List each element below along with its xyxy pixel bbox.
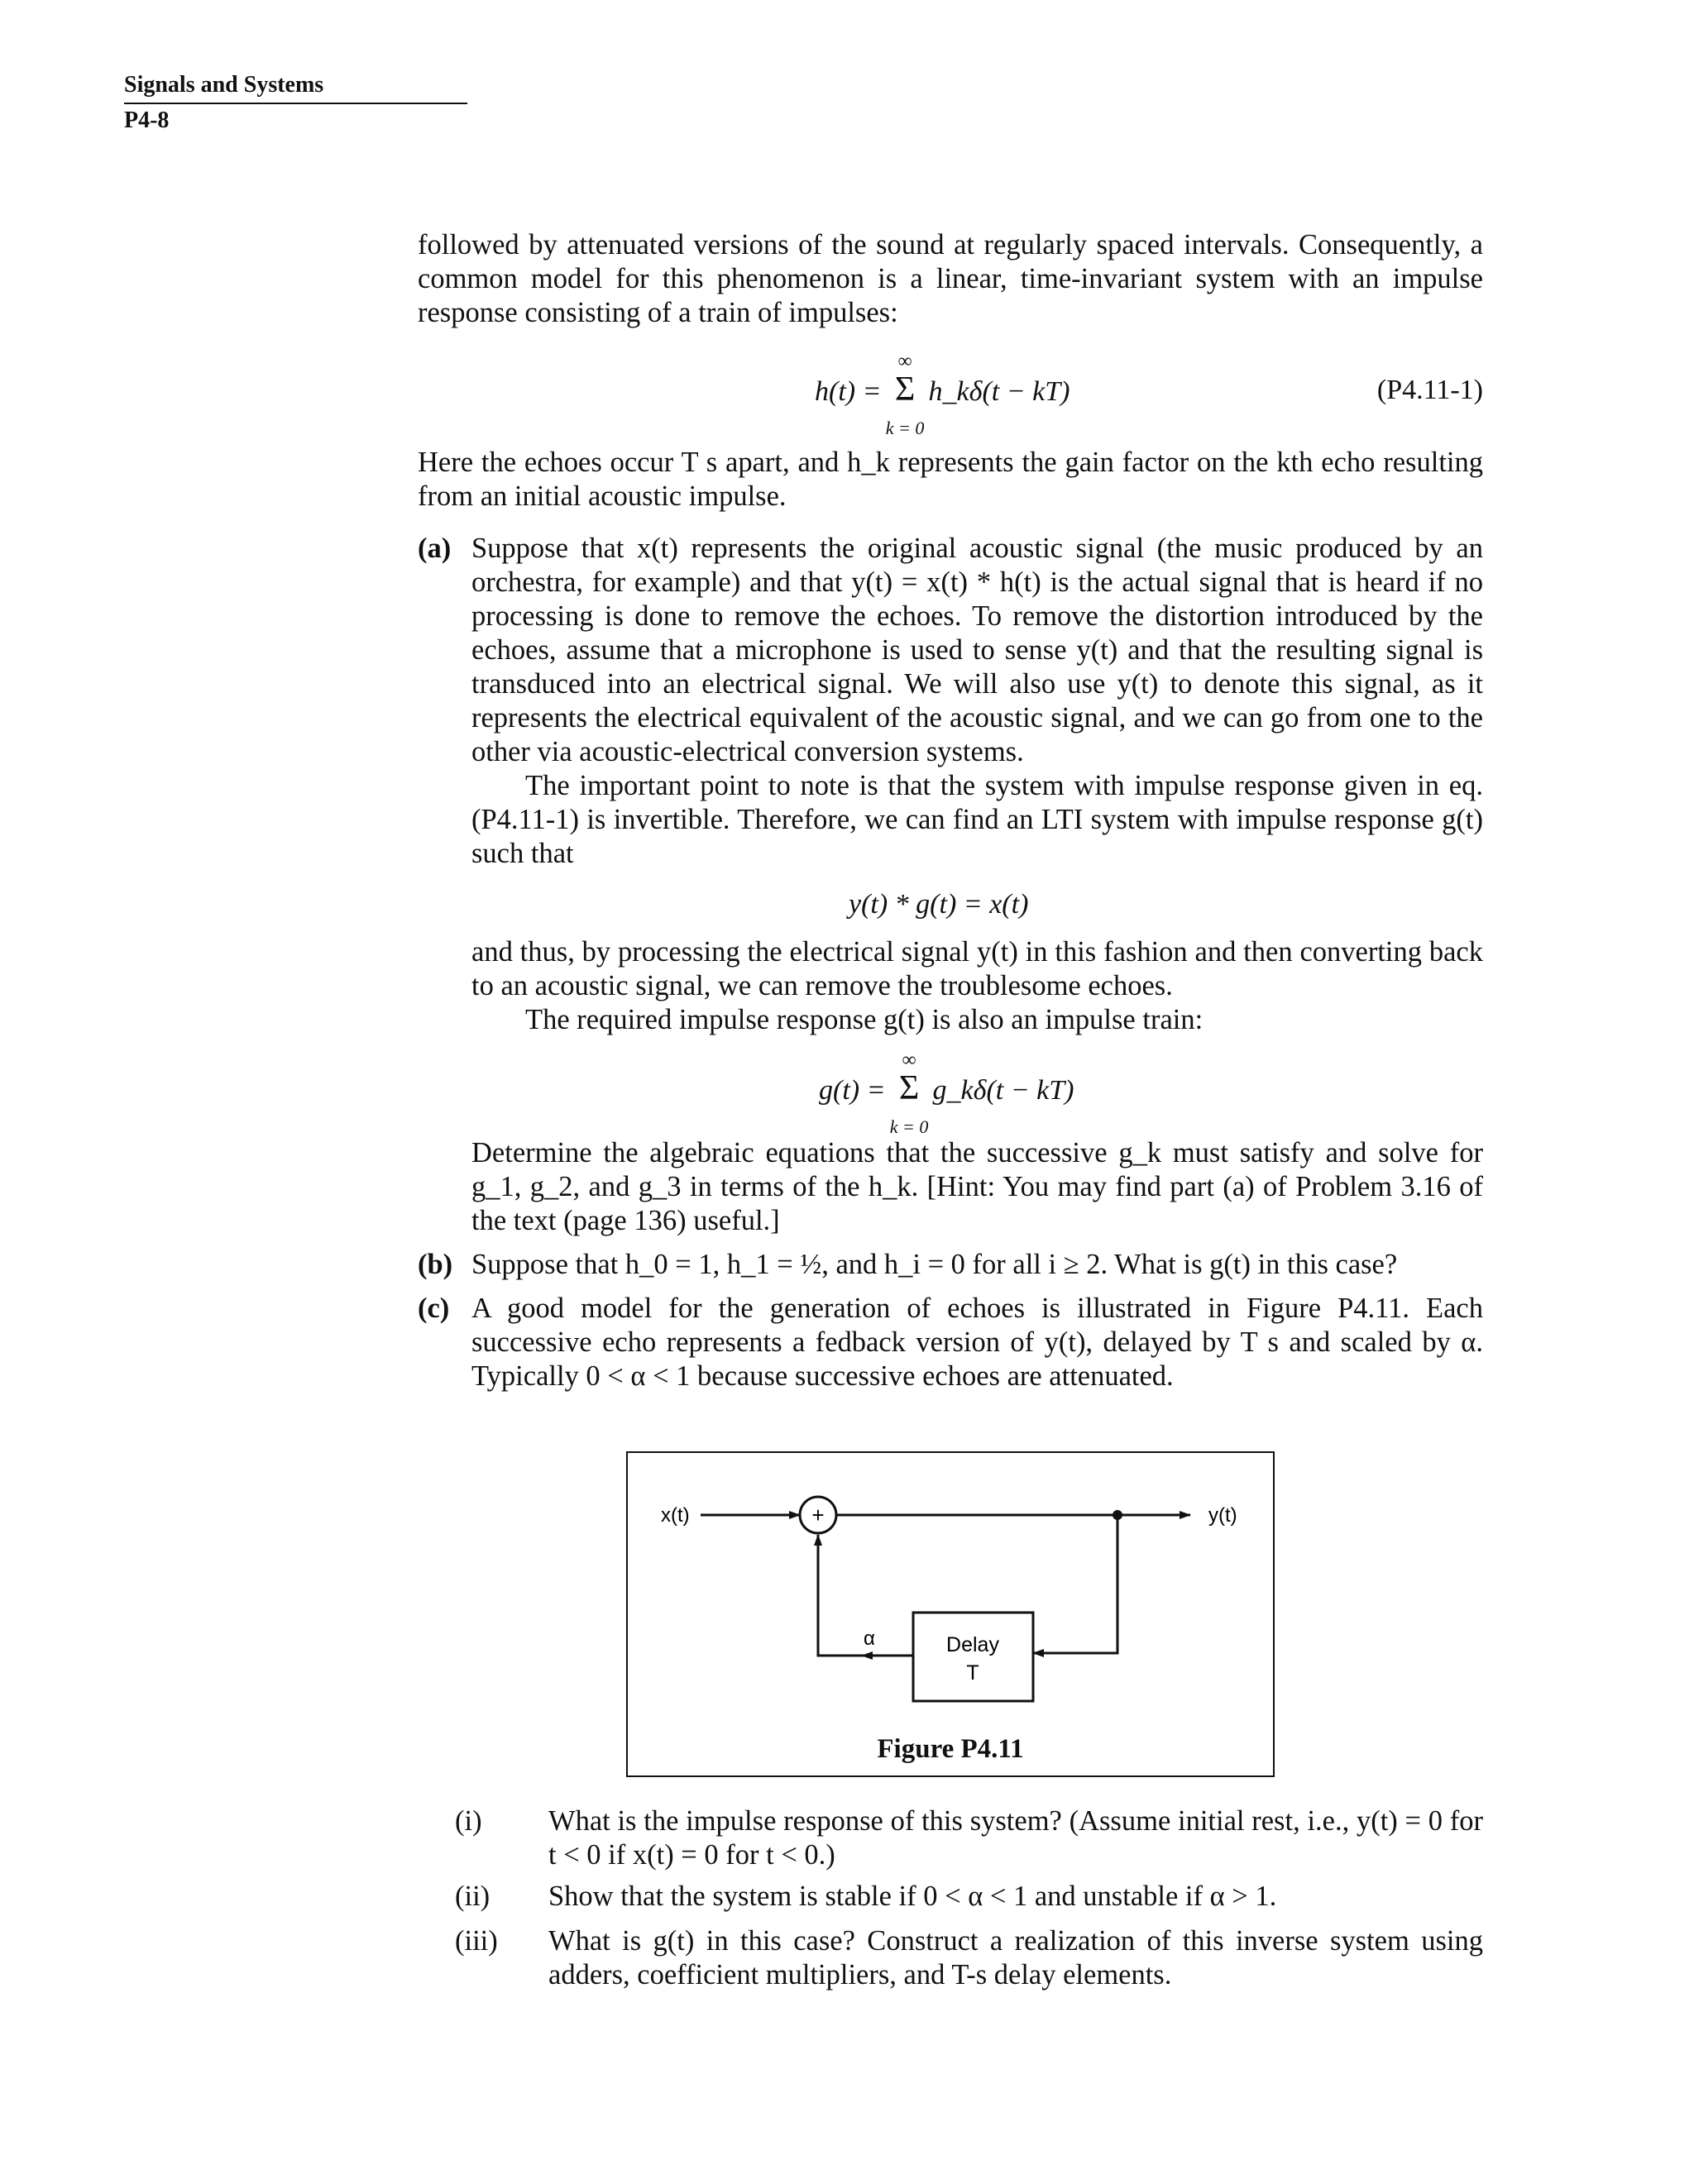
part-b: [418, 1248, 1483, 1282]
block-diagram: [628, 1453, 1273, 1775]
running-header: [124, 69, 467, 137]
part-a-paragraph-1: Suppose that x(t) represents the original acoustic signal (the music produced by an orchestra, for example) and that y(t) = x(t) * h(t) is the actual signal that is heard if no processing is done to remove the echoes. To remove the distortion introduced by the echoes, assume that a microphone is used to sense y(t) and that the resulting signal is transduced into an electrical signal. We will also use y(t) to denote this signal, as it represents the electrical equivalent of the acoustic signal, and we can go from one to the other via acoustic-electrical conversion systems.: [471, 533, 1483, 767]
equation-g: [471, 1037, 1483, 1136]
equation-inverse: [471, 871, 1483, 935]
problem-body: [418, 228, 1483, 1393]
part-a-label: (a): [418, 533, 452, 564]
part-a-paragraph-4: The required impulse response g(t) is also an impulse train:: [525, 1004, 1204, 1035]
eq1-rhs: h_kδ(t − kT): [928, 376, 1070, 407]
part-c: [418, 1292, 1483, 1393]
output-label: y(t): [1208, 1504, 1237, 1527]
book-title: Signals and Systems: [124, 69, 467, 104]
part-b-text: Suppose that h_0 = 1, h_1 = ½, and h_i = 0 for all i ≥ 2. What is g(t) in this case?: [471, 1249, 1398, 1280]
part-a-paragraph-2: The important point to note is that the system with impulse response given in eq. (P4.11-1) is invertible. Therefore, we can find an LTI system with impulse response g(t) such that: [471, 770, 1483, 869]
part-a-paragraph-3: and thus, by processing the electrical signal y(t) in this fashion and then converting back to an acoustic signal, we can remove the troublesome echoes.: [471, 936, 1483, 1001]
eq1-lhs: h(t) =: [815, 376, 882, 407]
part-a-paragraph-5: Determine the algebraic equations that the successive g_k must satisfy and solve for g_1, g_2, and g_3 in terms of the h_k. [Hint: You may find part (a) of Problem 3.16 of the text (page 136) useful.]: [471, 1137, 1483, 1236]
feedback-path-right: [1033, 1515, 1117, 1653]
delay-label: Delay: [946, 1633, 999, 1656]
eq3-lhs: g(t) =: [819, 1075, 886, 1106]
subpart-i-label: (i): [455, 1805, 482, 1837]
subpart-ii: [455, 1880, 1483, 1914]
page-number: P4-8: [124, 108, 170, 133]
sum-lower-limit: k = 0: [885, 418, 925, 438]
sum-upper-limit: ∞: [902, 1049, 916, 1071]
input-label: x(t): [661, 1504, 690, 1527]
equation-p4-11-1: [418, 351, 1483, 442]
echo-description: Here the echoes occur T s apart, and h_k represents the gain factor on the kth echo resulting from an initial acoustic impulse.: [418, 447, 1483, 512]
part-c-text: A good model for the generation of echoes is illustrated in Figure P4.11. Each successive echo represents a fedback version of y(t), delayed by T s and scaled by α. Typically 0 < α < 1 because successive echoes are attenuated.: [471, 1293, 1483, 1392]
delay-block: [913, 1613, 1033, 1701]
gain-label: α: [864, 1627, 875, 1650]
part-b-label: (b): [418, 1249, 453, 1280]
part-a: [418, 532, 1483, 1238]
subpart-iii-text: What is g(t) in this case? Construct a realization of this inverse system using adders, coefficient multipliers, and T-s delay elements.: [548, 1925, 1483, 1990]
subpart-iii: [455, 1924, 1483, 1992]
subpart-ii-label: (ii): [455, 1881, 490, 1912]
eq2-text: y(t) * g(t) = x(t): [849, 889, 1029, 920]
subpart-i: [455, 1804, 1483, 1872]
feedback-path-left: [818, 1535, 864, 1656]
subpart-ii-text: Show that the system is stable if 0 < α < 1 and unstable if α > 1.: [548, 1881, 1277, 1912]
adder-symbol: +: [811, 1503, 825, 1527]
equation-number: (P4.11-1): [1376, 375, 1483, 405]
sum-symbol: Σ ∞ k = 0: [892, 1072, 926, 1106]
sum-symbol: Σ ∞ k = 0: [888, 373, 921, 407]
figure-p4-11: [626, 1451, 1275, 1777]
part-c-label: (c): [418, 1293, 450, 1324]
figure-caption: Figure P4.11: [877, 1734, 1024, 1764]
sum-upper-limit: ∞: [897, 351, 912, 372]
delay-t-label: T: [966, 1661, 979, 1685]
intro-paragraph: followed by attenuated versions of the sound at regularly spaced intervals. Consequently, a common model for this phenomenon is a linear, time-invariant system with an impulse response consisting of a train of impulses:: [418, 229, 1483, 328]
subpart-iii-label: (iii): [455, 1925, 498, 1957]
subpart-i-text: What is the impulse response of this system? (Assume initial rest, i.e., y(t) = 0 for t < 0 if x(t) = 0 for t < 0.): [548, 1805, 1483, 1871]
eq3-rhs: g_kδ(t − kT): [932, 1075, 1074, 1106]
sum-lower-limit: k = 0: [889, 1116, 929, 1137]
